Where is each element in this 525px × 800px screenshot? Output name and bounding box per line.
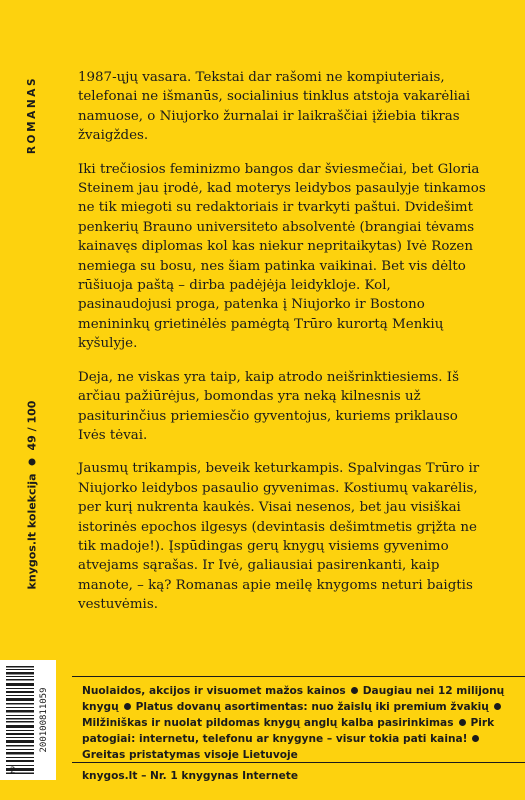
bullet-dot-icon <box>494 703 501 710</box>
promo-item: Pirk patogiai: internetu, telefonu ar knygyne – visur tokia pati kaina! <box>82 717 495 745</box>
promo-item: Daugiau nei 12 milijonų knygų <box>82 685 505 713</box>
collection-name: knygos.lt kolekcija <box>25 473 39 590</box>
description-paragraph-1: 1987-ųjų vasara. Tekstai dar rašomi ne kompiuteriais, telefonai ne išmanūs, socialinius tinklus atstoja vakarėliai namuose, o Niujorko žurnalai ir laikraščiai įžiebia tikras žvaigždes. <box>78 70 471 144</box>
bullet-dot-icon <box>29 459 36 466</box>
genre-label: ROMANAS <box>26 75 38 155</box>
bullet-dot-icon <box>459 719 466 726</box>
promo-item: Milžiniškas ir nuolat pildomas knygų anglų kalba pasirinkimas <box>82 717 454 729</box>
description-paragraph-3: Deja, ne viskas yra taip, kaip atrodo neišrinktiesiems. Iš arčiau pažiūrėjus, bomondas yra neką kilnesnis už pasiturinčius priemiesčio gyventojus, kuriems priklauso Ivės tėvai. <box>78 369 459 443</box>
barcode-digits: 200100811059 <box>39 687 49 753</box>
promo-item: Nuolaidos, akcijos ir visuomet mažos kainos <box>82 685 346 697</box>
promo-top-divider <box>72 676 525 677</box>
footer-divider <box>72 762 525 763</box>
promo-item: Greitas pristatymas visoje Lietuvoje <box>82 749 298 761</box>
genre-vertical-label <box>22 70 42 160</box>
barcode-bars-icon <box>6 666 34 774</box>
promo-item: Platus dovanų asortimentas: nuo žaislų iki premium žvakių <box>135 701 489 713</box>
collection-vertical-label <box>22 300 42 690</box>
barcode <box>0 660 56 780</box>
bullet-dot-icon <box>472 735 479 742</box>
book-description <box>78 68 488 629</box>
bullet-dot-icon <box>351 687 358 694</box>
footer-tagline: knygos.lt – Nr. 1 knygynas Internete <box>82 770 299 782</box>
description-paragraph-2: Iki trečiosios feminizmo bangos dar šviesmečiai, bet Gloria Steinem jau įrodė, kad moterys leidybos pasaulyje tinkamos ne tik miegoti su redaktoriais ir tvarkyti paštui. Dvidešimt penkerių Brauno universiteto absolventė (brangiai tėvams kainavęs diplomas kol kas niekur nepritaikytas) Ivė Rozen nemiega su bosu, nes šiam patinka vaikinai. Bet vis dėlto rūšiuoja paštą – dirba padėjėja leidykloje. Kol, pasinaudojusi proga, patenka į Niujorko ir Bostono menininkų grietinėlės pamėgtą Trūro kurortą Menkių kyšulyje. <box>78 161 486 352</box>
description-paragraph-4: Jausmų trikampis, beveik keturkampis. Spalvingas Trūro ir Niujorko leidybos pasaulio gyvenimas. Kostiumų vakarėlis, per kurį nukrenta kaukės. Visai nesenos, bet jau visiškai istorinės epochos ilgesys (devintasis dešimtmetis grįžta ne tik madoje!). Įspūdingas gerų knygų visiems gyvenimo atvejams sąrašas. Ir Ivė, galiausiai pasirenkanti, kaip manote, – ką? Romanas apie meilę knygoms neturi baigtis vestuvėmis. <box>78 461 480 613</box>
promo-list <box>82 683 507 763</box>
bullet-dot-icon <box>124 703 131 710</box>
barcode-lead-digit: 2 <box>10 766 16 776</box>
collection-number: 49 / 100 <box>25 400 39 451</box>
